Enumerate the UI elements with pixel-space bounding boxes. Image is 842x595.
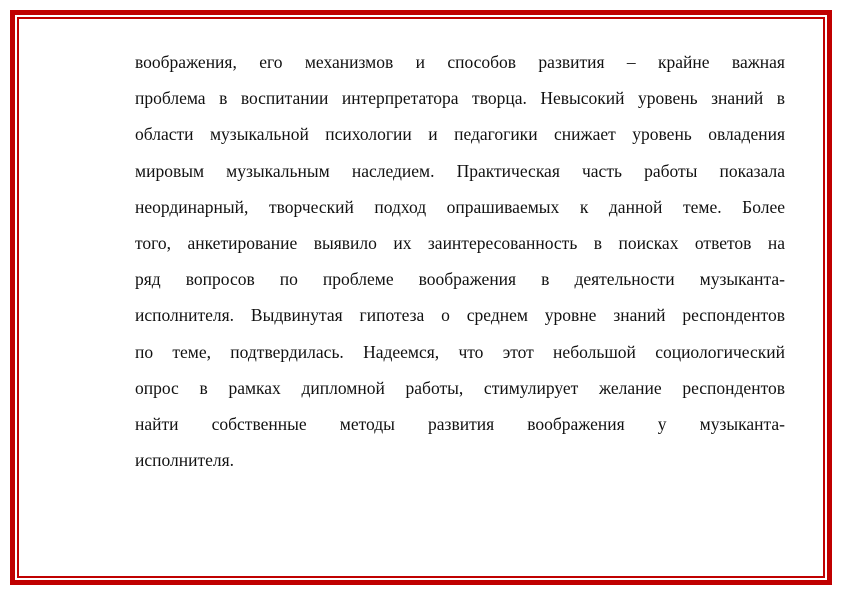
text-line-last: исполнителя. <box>135 450 235 471</box>
text-line: исполнителя. Выдвинутая гипотеза о среднем уровне знаний респондентов <box>135 305 785 326</box>
text-line: найти собственные методы развития воображения у музыканта- <box>135 413 785 434</box>
text-line: воображения, его механизмов и способов развития – крайне важная <box>135 52 785 72</box>
text-line: по теме, подтвердилась. Надеемся, что этот небольшой социологический <box>135 341 785 362</box>
text-line: области музыкальной психологии и педагогики снижает уровень овладения <box>135 124 785 145</box>
text-line: ряд вопросов по проблеме воображения в деятельности музыканта- <box>135 269 785 290</box>
text-line: неординарный, творческий подход опрашиваемых к данной теме. Более <box>135 196 785 217</box>
text-line: проблема в воспитании интерпретатора творца. Невысокий уровень знаний в <box>135 88 785 109</box>
text-line: опрос в рамках дипломной работы, стимулирует желание респондентов <box>135 377 785 398</box>
text-line: того, анкетирование выявило их заинтересованность в поисках ответов на <box>135 232 785 253</box>
text-line: мировым музыкальным наследием. Практическая часть работы показала <box>135 160 785 181</box>
document-body <box>135 44 785 478</box>
